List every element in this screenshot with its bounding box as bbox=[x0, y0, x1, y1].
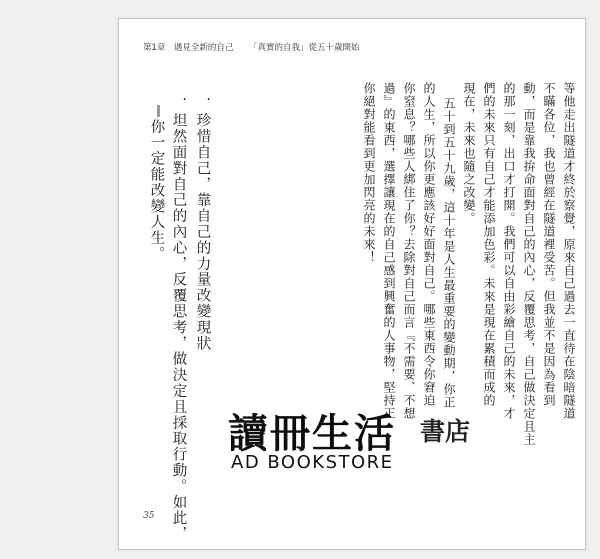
body-column: 過』的東西，選擇讓現在的自己感到興奮的人事物，堅持正 bbox=[382, 82, 396, 420]
section-title: 「真實的自我」從五十歲開始 bbox=[249, 43, 360, 53]
watermark-english-text: AD BOOKSTORE bbox=[231, 452, 394, 473]
body-column: 們的未來只有自己才能添加色彩。未來是現在累積而成的 bbox=[482, 82, 496, 407]
body-column: 的人生，所以你更應該好好面對自己。哪些東西令你窘迫 bbox=[422, 82, 436, 407]
body-column: 五十到五十九歲，這十年是人生最重要的變動期，你正 bbox=[442, 97, 456, 409]
body-column: 你絕對能看到更加閃亮的未來！ bbox=[362, 82, 376, 264]
watermark-logo: 讀冊生活 bbox=[228, 411, 396, 457]
body-column: 不瞞各位，我也曾經在隧道裡受苦。但我並不是因為看到 bbox=[542, 82, 556, 407]
body-column: 的那一刻，出口才打開。我們可以自由彩繪自己的未來，才 bbox=[502, 82, 516, 420]
bullet-item: ．珍惜自己，靠自己的力量改變現狀 bbox=[194, 97, 211, 352]
body-column: 你窒息？哪些人綁住了你？去除對自己而言『不需要、不想 bbox=[402, 82, 416, 420]
bullet-accent-bar bbox=[157, 105, 160, 117]
chapter-title: 第1章 遇見全新的自己 bbox=[143, 43, 234, 53]
watermark-logo-suffix: 書店 bbox=[420, 417, 471, 446]
bullet-item: ．坦然面對自己的內心，反覆思考，做決定且採取行動。如此， bbox=[170, 97, 187, 543]
body-column: 動，而是靠我拚命面對自己的內心，反覆思考，自己做決定且主 bbox=[522, 82, 536, 446]
body-column: 等他走出隧道才終於察覺，原來自己過去一直待在陰暗隧道 bbox=[562, 82, 576, 420]
body-column: 現在，未來也隨之改變。 bbox=[462, 82, 476, 225]
bullet-continuation: 你一定能改變人生。 bbox=[148, 119, 165, 263]
page-number: 35 bbox=[143, 511, 155, 521]
book-page bbox=[118, 18, 586, 550]
